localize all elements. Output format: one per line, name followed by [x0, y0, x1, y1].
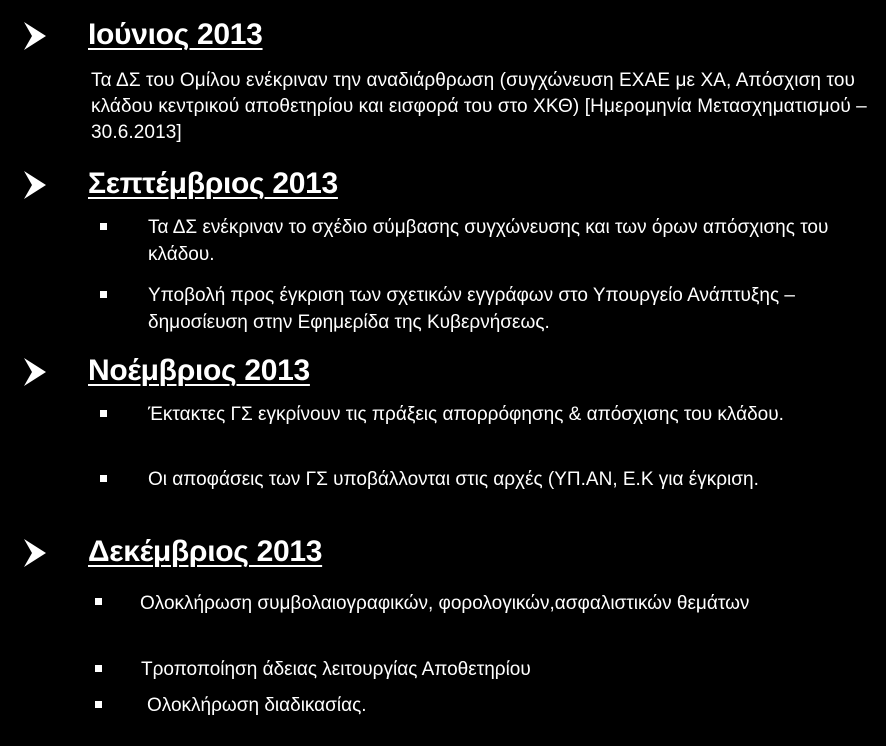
section-title: Ιούνιος 2013 [88, 18, 263, 51]
arrow-bullet-icon [24, 358, 46, 386]
section-title: Δεκέμβριος 2013 [88, 535, 323, 568]
list-item-text: Έκτακτες ΓΣ εγκρίνουν τις πράξεις απορρόφησης & απόσχισης του κλάδου. [148, 404, 784, 425]
square-bullet-icon [100, 475, 107, 482]
square-bullet-icon [100, 410, 107, 417]
square-bullet-icon [95, 665, 102, 672]
arrow-bullet-icon [24, 22, 46, 50]
list-item-text: Οι αποφάσεις των ΓΣ υποβάλλονται στις αρχές (ΥΠ.ΑΝ, Ε.Κ για έγκριση. [148, 469, 759, 490]
square-bullet-icon [100, 291, 107, 298]
list-item-text: Τροποποίηση άδειας λειτουργίας Αποθετηρίου [141, 659, 531, 680]
list-item-text: Υποβολή προς έγκριση των σχετικών εγγράφων στο Υπουργείο Ανάπτυξης – δημοσίευση στην Εφημερίδα της Κυβερνήσεως. [148, 285, 796, 333]
section-title: Νοέμβριος 2013 [88, 354, 310, 387]
section-heading-september [24, 167, 338, 200]
square-bullet-icon [95, 701, 102, 708]
square-bullet-icon [100, 223, 107, 230]
section-paragraph: Τα ΔΣ του Ομίλου ενέκριναν την αναδιάρθρωση (συγχώνευση ΕΧΑΕ με ΧΑ, Απόσχιση του κλάδου κεντρικού αποθετηρίου και εισφορά του στο ΧΚΘ) [Ημερομηνία Μετασχηματισμού – 30.6.2013] [91, 70, 867, 143]
section-heading-november [24, 354, 310, 387]
list-item-text: Ολοκλήρωση συμβολαιογραφικών, φορολογικών,ασφαλιστικών θεμάτων [140, 593, 750, 614]
section-heading-december [24, 535, 323, 568]
section-heading-june [24, 18, 263, 51]
section-title: Σεπτέμβριος 2013 [88, 167, 338, 200]
list-item-text: Ολοκλήρωση διαδικασίας. [147, 695, 367, 716]
list-item-text: Τα ΔΣ ενέκριναν το σχέδιο σύμβασης συγχώνευσης και των όρων απόσχισης του κλάδου. [148, 217, 829, 265]
arrow-bullet-icon [24, 171, 46, 199]
arrow-bullet-icon [24, 539, 46, 567]
